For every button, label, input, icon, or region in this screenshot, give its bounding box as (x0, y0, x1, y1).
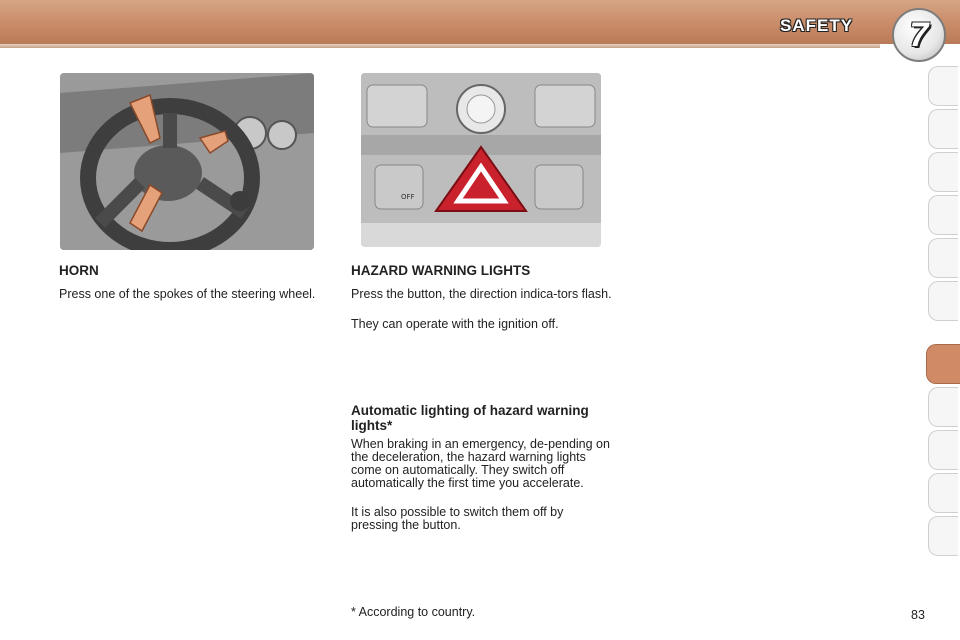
auto-text-2: It is also possible to switch them off by pressing the button. (351, 505, 564, 532)
chapter-tabs (928, 66, 960, 576)
chapter-tab[interactable] (928, 152, 958, 192)
chapter-tab-active[interactable] (926, 344, 960, 384)
chapter-title: SAFETY (780, 16, 854, 35)
hazard-text-2: They can operate with the ignition off. (351, 317, 559, 331)
hazard-panel-illustration (361, 73, 601, 247)
footnote: * According to country. (351, 605, 476, 619)
horn-text: Press one of the spokes of the steering wheel. (59, 287, 316, 301)
chapter-tab[interactable] (928, 281, 958, 321)
header-divider (0, 44, 880, 48)
hazard-text-1: Press the button, the direction indica-tors flash. (351, 287, 612, 301)
chapter-tab[interactable] (928, 238, 958, 278)
chapter-tab[interactable] (928, 66, 958, 106)
off-label: OFF (401, 193, 415, 201)
auto-text-1: When braking in an emergency, de-pending on the deceleration, the hazard warning lights come on automatically. They switch off automatically the first time you accelerate. (351, 437, 610, 490)
hazard-title: HAZARD WARNING LIGHTS (351, 263, 531, 278)
chapter-badge (892, 8, 946, 62)
chapter-tab[interactable] (928, 195, 958, 235)
steering-wheel-illustration (60, 73, 314, 250)
chapter-tab[interactable] (928, 387, 958, 427)
page-number: 83 (911, 608, 925, 622)
chapter-tab[interactable] (928, 430, 958, 470)
chapter-tab[interactable] (928, 109, 958, 149)
chapter-tab[interactable] (928, 516, 958, 556)
chapter-tab[interactable] (928, 473, 958, 513)
horn-title: HORN (59, 263, 99, 278)
chapter-number: 7 (909, 15, 929, 54)
steering-wheel-photo (60, 73, 314, 250)
auto-title: Automatic lighting of hazard warning lights* (351, 403, 589, 433)
hazard-button-photo (361, 73, 601, 247)
